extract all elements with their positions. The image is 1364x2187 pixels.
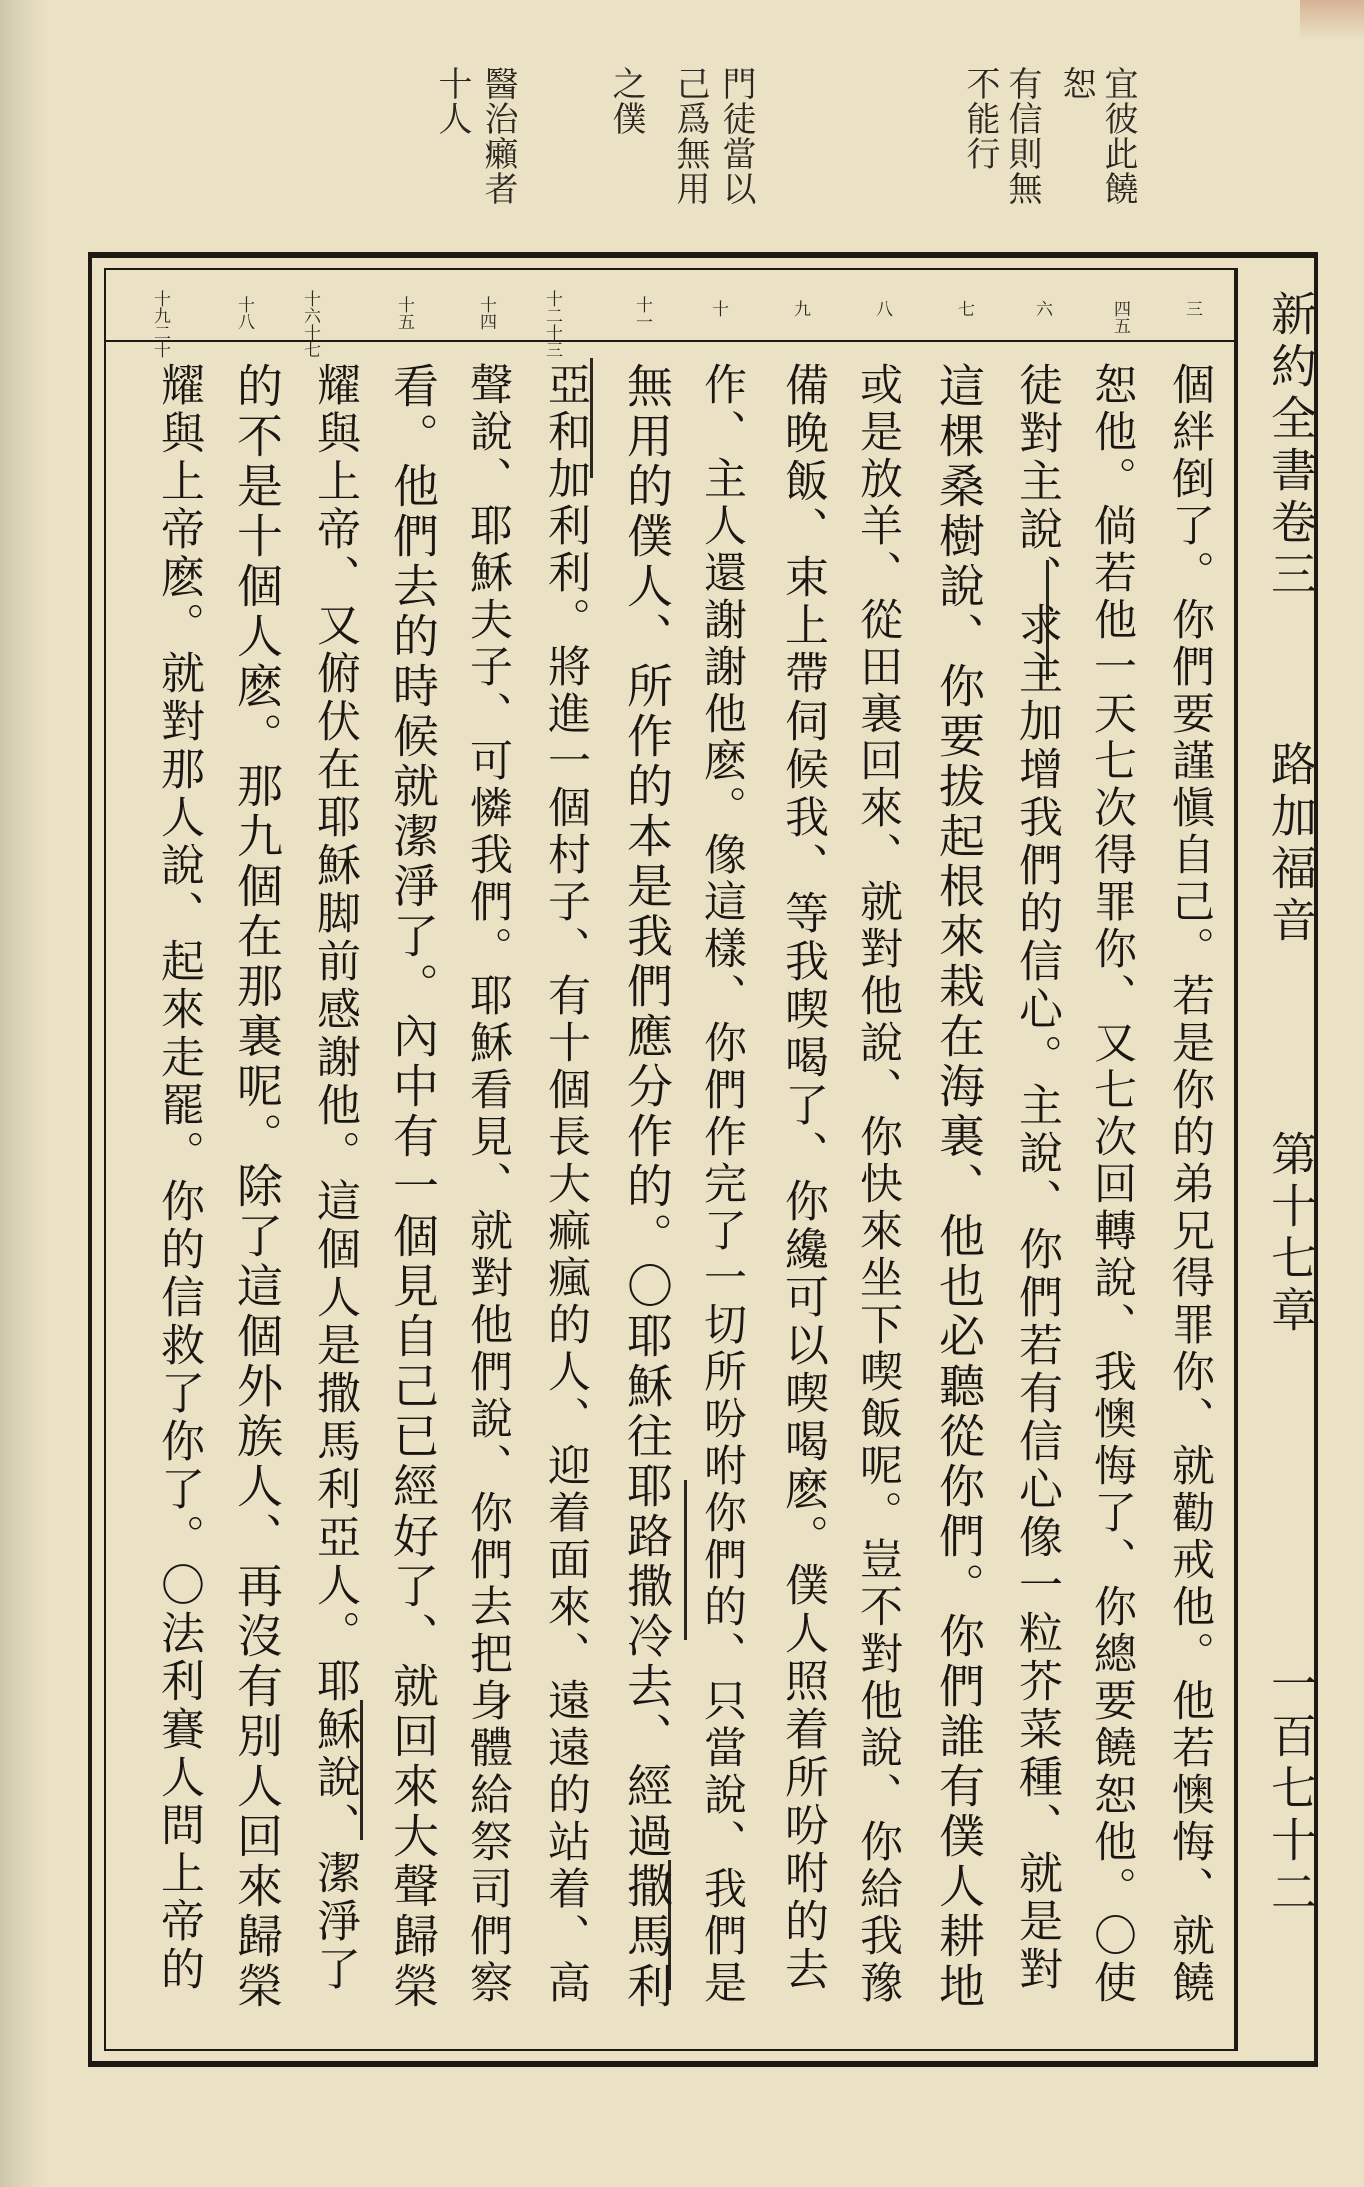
page-corner-stain: [1300, 0, 1364, 40]
verse-number: 十: [708, 300, 728, 317]
verse-number: 十八: [234, 296, 254, 330]
text-column: 聲說、耶穌夫子、可憐我們。耶穌看見、就對他們說、你們去把身體給祭司們察: [463, 362, 513, 2007]
verse-number: 八: [872, 300, 892, 317]
verse-number: 七: [954, 300, 974, 317]
text-column: 作、主人還謝謝他麽。像這樣、你們作完了一切所吩咐你們的、只當說、我們是: [697, 362, 747, 2007]
running-head-book: 新約全書卷三: [1264, 290, 1318, 602]
verse-number-rule: [104, 340, 1236, 342]
verse-number: 六: [1032, 300, 1052, 317]
text-column: 亞和加利利。將進一個村子、有十個長大痲瘋的人、迎着面來、遠遠的站着、高: [541, 362, 591, 2007]
text-column: 耀與上帝麽。就對那人說、起來走罷。你的信救了你了。〇法利賽人問上帝的: [153, 362, 204, 1994]
verse-number: 十六十七: [300, 290, 320, 358]
verse-number: 十一: [632, 296, 652, 330]
running-head-chapter: 第十七章: [1264, 1130, 1318, 1338]
running-head-separator: [1236, 268, 1238, 2051]
verse-number: 三: [1182, 300, 1202, 317]
text-column: 這棵桑樹說、你要拔起根來栽在海裏、他也必聽從你們。你們誰有僕人耕地: [932, 362, 986, 2012]
verse-number: 四五: [1110, 300, 1130, 334]
text-column: 耀與上帝、又俯伏在耶穌脚前感謝他。這個人是撒馬利亞人。耶穌說、潔淨了: [309, 362, 360, 1994]
page-binding-edge: [0, 0, 48, 2187]
text-column: 無用的僕人、所作的本是我們應分作的。〇耶穌往耶路撒冷去、經過撒馬利: [620, 362, 674, 2012]
header-note: 之僕: [606, 66, 646, 136]
running-head-gospel: 路加福音: [1264, 740, 1318, 948]
text-column: 個絆倒了。你們要謹愼自己。若是你的弟兄得罪你、就勸戒他。他若懊悔、就饒: [1165, 362, 1215, 2007]
text-column: 的不是十個人麽。那九個在那裏呢。除了這個外族人、再沒有別人回來歸榮: [230, 362, 284, 2012]
header-note: 宜彼此饒: [1098, 66, 1138, 206]
verse-number: 九: [790, 300, 810, 317]
running-head-page-number: 一百七十二: [1264, 1660, 1318, 1920]
verse-number: 十五: [394, 296, 414, 330]
text-column: 徒對主說、求主加增我們的信心。主說、你們若有信心像一粒芥菜種、就是對: [1011, 362, 1062, 1994]
header-note: 不能行: [960, 66, 1000, 171]
text-column: 或是放羊、從田裏回來、就對他說、你快來坐下喫飯呢。豈不對他說、你給我豫: [853, 362, 903, 2007]
text-column: 備晚飯、束上帶伺候我、等我喫喝了、你纔可以喫喝麽。僕人照着所吩咐的去: [777, 362, 828, 1994]
header-note: 門徒當以: [716, 66, 756, 206]
header-note: 己爲無用: [670, 66, 710, 206]
header-note: 恕: [1056, 66, 1096, 101]
header-note: 十人: [432, 66, 472, 136]
text-column: 看。他們去的時候就潔淨了。內中有一個見自己已經好了、就回來大聲歸榮: [386, 362, 440, 2012]
header-note: 有信則無: [1002, 66, 1042, 206]
verse-number: 十九二十: [150, 290, 170, 358]
verse-number: 十四: [476, 296, 496, 330]
header-note: 醫治癩者: [478, 66, 518, 206]
section-marker-bar: [684, 1480, 687, 1640]
text-column: 恕他。倘若他一天七次得罪你、又七次回轉說、我懊悔了、你總要饒恕他。〇使: [1087, 362, 1137, 2007]
verse-number: 十二十三: [542, 290, 562, 358]
